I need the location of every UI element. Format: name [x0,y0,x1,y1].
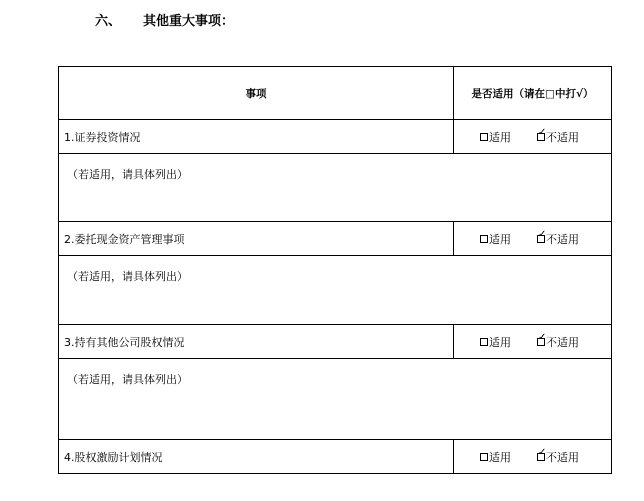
matters-table [58,66,612,474]
unchecked-checkbox-icon[interactable] [480,133,488,141]
table-row [59,120,612,154]
applicable-option[interactable]: 适用 [480,449,511,465]
detail-row [59,256,612,325]
row-label: 1.证券投资情况 [59,120,454,154]
checked-checkbox-icon[interactable]: ✓ [537,235,545,243]
row-options [454,440,612,474]
table-row [59,440,612,474]
not-applicable-option[interactable]: ✓ 不适用 [538,446,579,464]
table-row [59,222,612,256]
header-applicable: 是否适用（请在□中打√） [454,67,612,120]
unchecked-checkbox-icon[interactable] [480,338,488,346]
unchecked-checkbox-icon[interactable] [480,453,488,461]
section-number: 六、 [95,14,122,29]
detail-row [59,359,612,440]
detail-text: （若适用，请具体列出） [59,256,612,325]
section-heading [95,10,234,29]
applicable-option[interactable]: 适用 [480,334,511,350]
detail-row [59,154,612,222]
row-label: 3.持有其他公司股权情况 [59,325,454,359]
checked-checkbox-icon[interactable]: ✓ [537,338,545,346]
not-applicable-option[interactable]: ✓ 不适用 [538,331,579,349]
checked-checkbox-icon[interactable]: ✓ [537,133,545,141]
section-title: 其他重大事项： [143,14,235,29]
applicable-option[interactable]: 适用 [480,129,511,145]
header-item: 事项 [59,67,454,120]
row-options [454,120,612,154]
table-header-row [59,67,612,120]
detail-text: （若适用，请具体列出） [59,359,612,440]
unchecked-checkbox-icon[interactable] [480,235,488,243]
row-label: 2.委托现金资产管理事项 [59,222,454,256]
row-options [454,325,612,359]
row-options [454,222,612,256]
table-row [59,325,612,359]
not-applicable-option[interactable]: ✓ 不适用 [538,228,579,246]
row-label: 4.股权激励计划情况 [59,440,454,474]
checked-checkbox-icon[interactable]: ✓ [537,453,545,461]
detail-text: （若适用，请具体列出） [59,154,612,222]
not-applicable-option[interactable]: ✓ 不适用 [538,126,579,144]
applicable-option[interactable]: 适用 [480,231,511,247]
